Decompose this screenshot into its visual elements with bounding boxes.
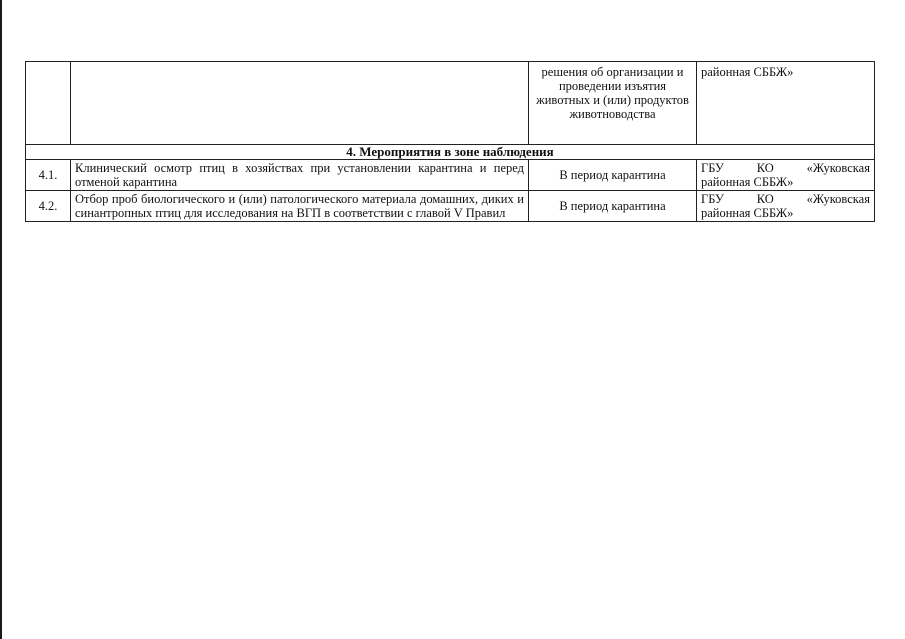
row-number-cell: 4.1. bbox=[26, 160, 71, 191]
responsible-cell: районная СББЖ» bbox=[697, 62, 875, 145]
term-cell: В период карантина bbox=[529, 191, 697, 222]
responsible-line2: районная СББЖ» bbox=[701, 175, 794, 189]
responsible-cell bbox=[697, 191, 875, 222]
responsible-line2: районная СББЖ» bbox=[701, 206, 794, 220]
responsible-line1 bbox=[701, 161, 870, 175]
measures-table bbox=[25, 61, 875, 222]
responsible-word: КО bbox=[756, 192, 774, 206]
responsible-cell bbox=[697, 160, 875, 191]
row-number-cell bbox=[26, 62, 71, 145]
table-row bbox=[26, 160, 875, 191]
table-row bbox=[26, 62, 875, 145]
page-border-left bbox=[0, 0, 2, 639]
responsible-word: КО bbox=[756, 161, 774, 175]
measure-text-cell: Отбор проб биологического и (или) патологического материала домашних, диких и синантропных птиц для исследования на ВГП в соответствии с главой V Правил bbox=[71, 191, 529, 222]
table-row bbox=[26, 191, 875, 222]
responsible-word: «Жуковская bbox=[806, 192, 870, 206]
term-cell: решения об организации и проведении изъятия животных и (или) продуктов животноводства bbox=[529, 62, 697, 145]
responsible-word: ГБУ bbox=[701, 161, 724, 175]
measure-text-cell bbox=[71, 62, 529, 145]
measure-text-cell: Клинический осмотр птиц в хозяйствах при установлении карантина и перед отменой карантина bbox=[71, 160, 529, 191]
responsible-word: ГБУ bbox=[701, 192, 724, 206]
responsible-line1 bbox=[701, 192, 870, 206]
section-header-row bbox=[26, 145, 875, 160]
responsible-word: «Жуковская bbox=[806, 161, 870, 175]
section-title: 4. Мероприятия в зоне наблюдения bbox=[26, 145, 875, 160]
term-cell: В период карантина bbox=[529, 160, 697, 191]
row-number-cell: 4.2. bbox=[26, 191, 71, 222]
